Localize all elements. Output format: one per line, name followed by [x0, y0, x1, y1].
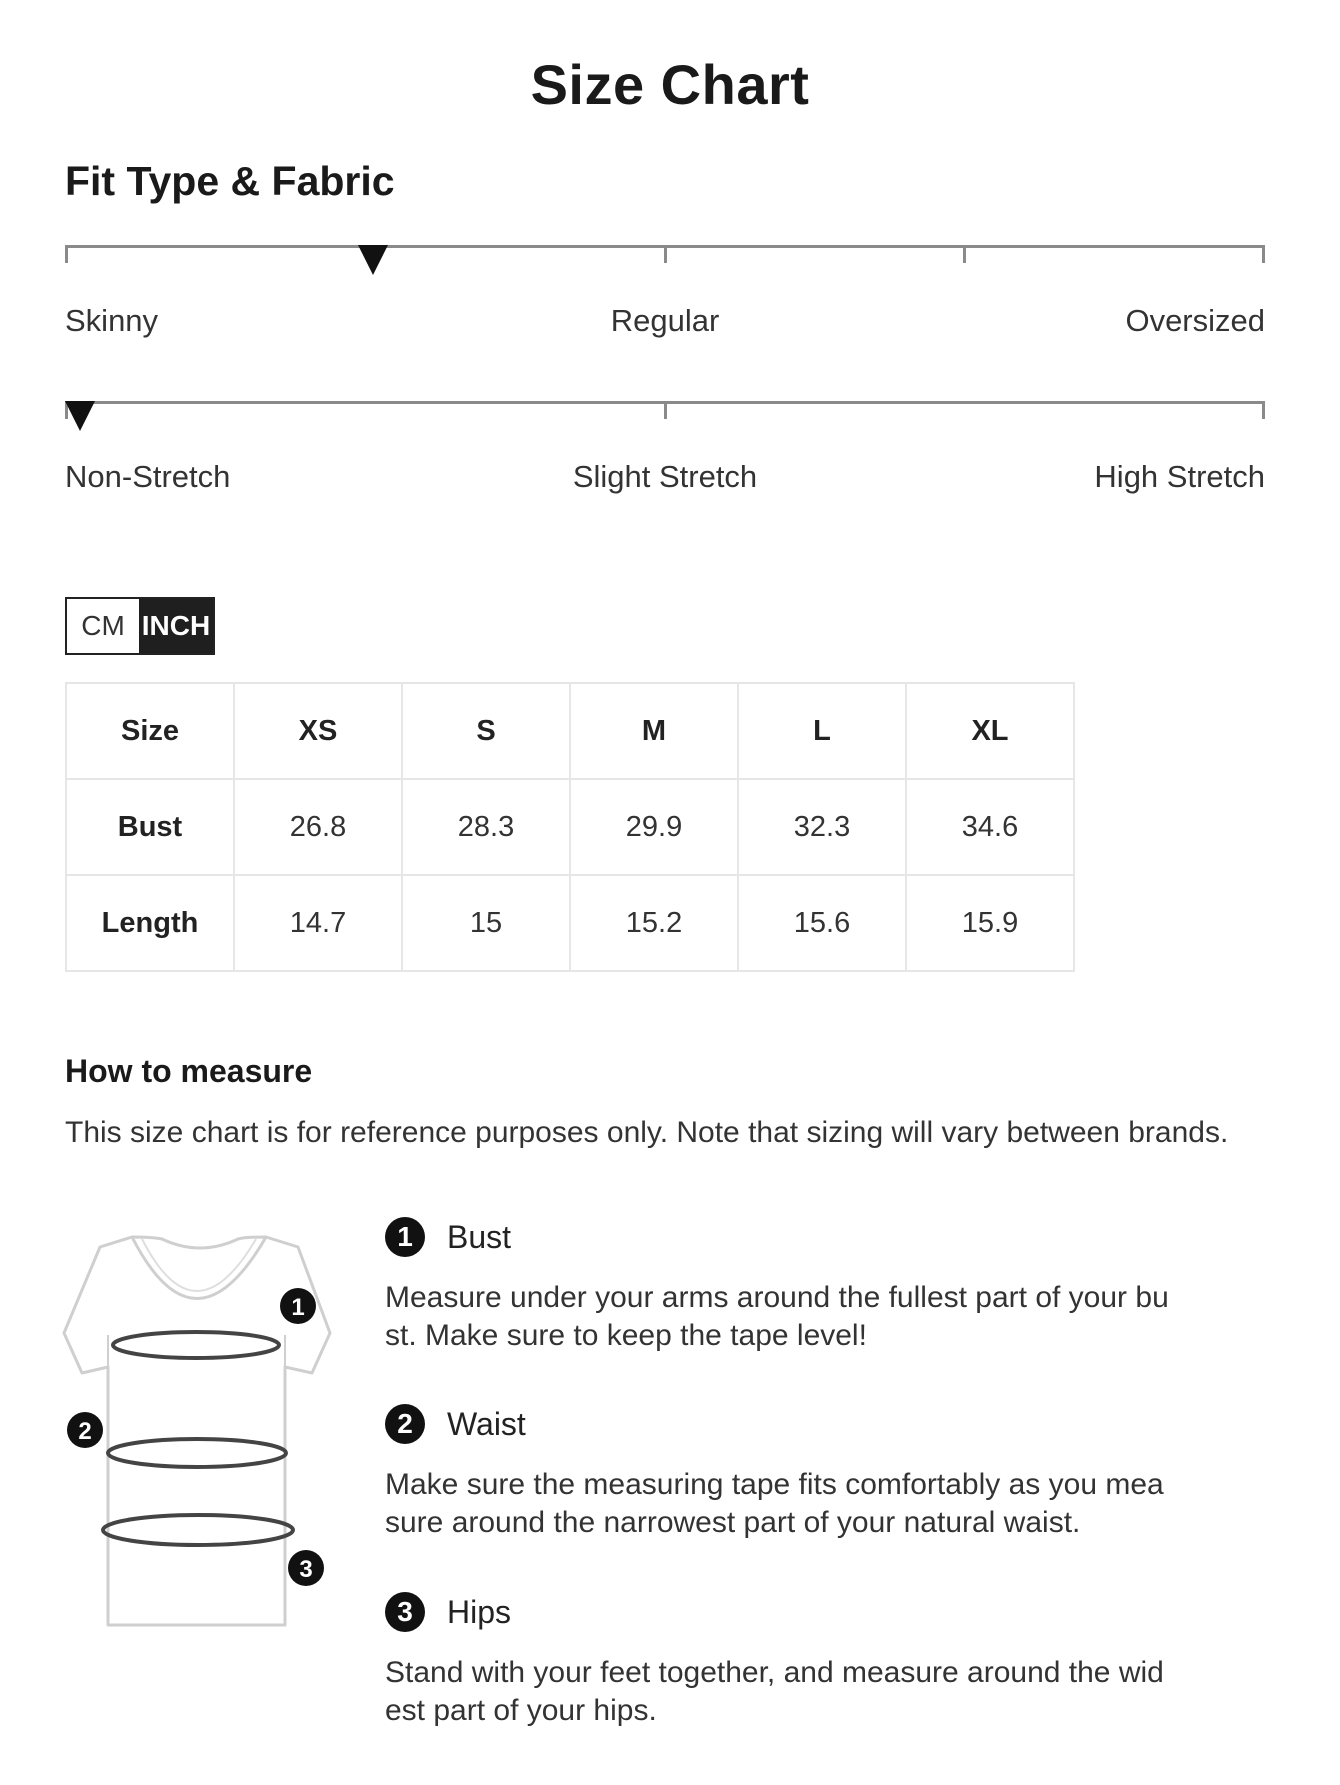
table-header-cell: XL [906, 683, 1074, 779]
measure-item-hips [385, 1588, 1185, 1730]
measure-item-description: Make sure the measuring tape fits comfortably as you measure around the narrowest part of your natural waist. [385, 1468, 1164, 1539]
measure-item-header [385, 1400, 1185, 1448]
stretch-scale-marker [65, 401, 95, 431]
number-badge-icon: 1 [385, 1217, 425, 1257]
stretch-label-high-stretch: High Stretch [1094, 459, 1265, 494]
table-cell: 34.6 [906, 779, 1074, 875]
number-badge-icon: 2 [385, 1404, 425, 1444]
diagram-badge-3 [288, 1550, 324, 1586]
table-cell: 28.3 [402, 779, 570, 875]
fit-scale-tick [65, 245, 68, 263]
diagram-badge-3-label: 3 [299, 1556, 313, 1583]
measure-item-header [385, 1588, 1185, 1636]
fit-label-oversized: Oversized [1125, 303, 1265, 338]
table-header-cell: XS [234, 683, 402, 779]
fit-type-heading: Fit Type & Fabric [65, 158, 395, 204]
table-cell: 26.8 [234, 779, 402, 875]
how-to-measure-note: This size chart is for reference purposes only. Note that sizing will vary between brands. [65, 1116, 1229, 1149]
diagram-badge-1-label: 1 [291, 1294, 305, 1321]
measure-item-header [385, 1213, 1185, 1261]
how-to-measure-heading: How to measure [65, 1053, 313, 1089]
table-cell: 15.9 [906, 875, 1074, 971]
size-table [65, 682, 1075, 972]
unit-inch-button[interactable]: INCH [139, 599, 213, 653]
table-header-cell: M [570, 683, 738, 779]
fit-scale-marker [358, 245, 388, 275]
measure-item-name: Hips [447, 1593, 512, 1630]
table-row-label: Bust [66, 779, 234, 875]
table-cell: 15 [402, 875, 570, 971]
table-row-label: Length [66, 875, 234, 971]
table-cell: 32.3 [738, 779, 906, 875]
unit-toggle [65, 597, 215, 655]
shirt-diagram-icon [60, 1225, 340, 1635]
diagram-badge-1 [280, 1288, 316, 1324]
table-cell: 29.9 [570, 779, 738, 875]
stretch-scale-tick [664, 401, 667, 419]
fit-scale-tick [963, 245, 966, 263]
table-header-cell: S [402, 683, 570, 779]
stretch-label-non-stretch: Non-Stretch [65, 459, 231, 494]
table-header-row [66, 683, 1074, 779]
number-badge-icon: 3 [385, 1592, 425, 1632]
measure-item-name: Bust [447, 1218, 512, 1255]
table-cell: 15.2 [570, 875, 738, 971]
measure-item-bust [385, 1213, 1185, 1355]
table-row [66, 875, 1074, 971]
measure-item-name: Waist [447, 1405, 526, 1442]
table-cell: 14.7 [234, 875, 402, 971]
table-header-cell: L [738, 683, 906, 779]
stretch-scale-tick [1262, 401, 1265, 419]
fit-label-regular: Regular [610, 303, 720, 338]
unit-cm-button[interactable]: CM [67, 599, 139, 653]
measure-item-waist [385, 1400, 1185, 1542]
page-title: Size Chart [530, 53, 810, 116]
measure-item-description: Measure under your arms around the fullest part of your bust. Make sure to keep the tape level! [385, 1281, 1169, 1352]
table-row [66, 779, 1074, 875]
measure-item-description: Stand with your feet together, and measure around the widest part of your hips. [385, 1656, 1164, 1727]
fit-scale-tick [1262, 245, 1265, 263]
fit-scale-tick [664, 245, 667, 263]
fit-label-skinny: Skinny [65, 303, 159, 338]
table-header-cell: Size [66, 683, 234, 779]
stretch-label-slight-stretch: Slight Stretch [572, 459, 758, 494]
diagram-badge-2 [67, 1412, 103, 1448]
table-cell: 15.6 [738, 875, 906, 971]
diagram-badge-2-label: 2 [78, 1418, 92, 1445]
